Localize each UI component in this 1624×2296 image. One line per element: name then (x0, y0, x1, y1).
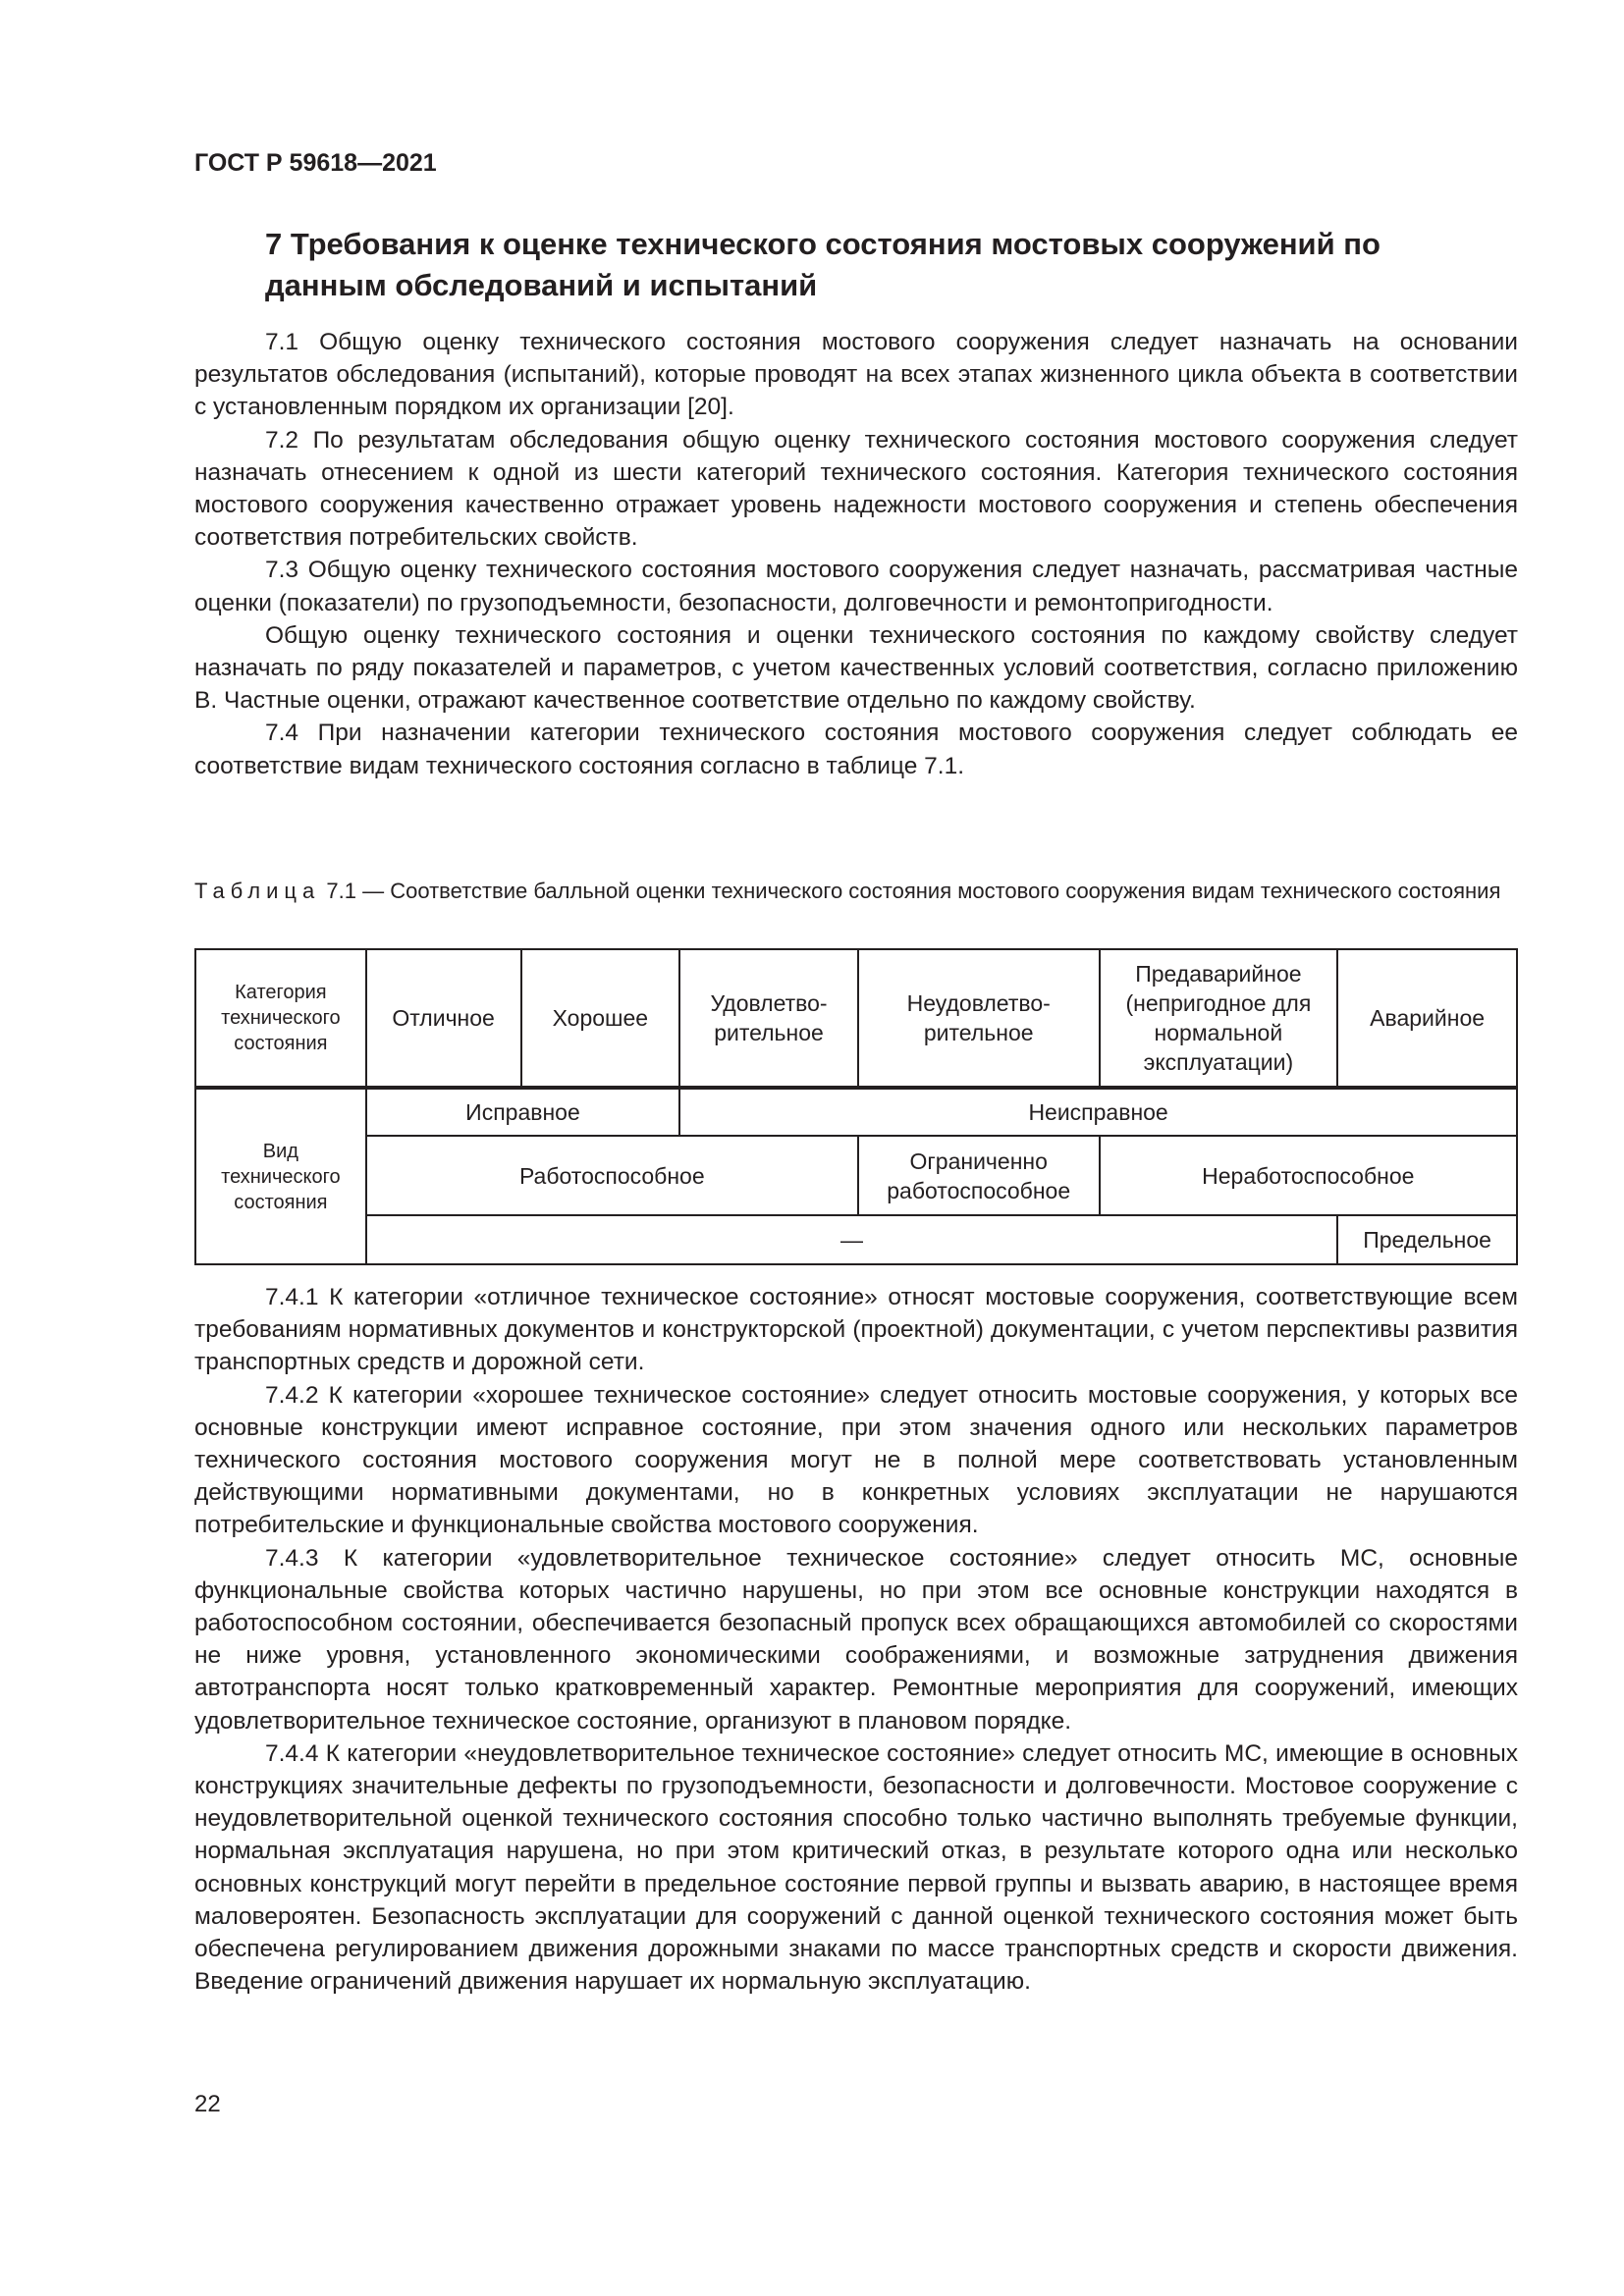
paragraph: 7.4.1 К категории «отличное техническое состояние» относят мостовые сооружения, соответствующие всем требованиям нормативных документов и конструкторской (проектной) документации, с учетом перспективы развития транспортных средств и дорожной сети. (194, 1284, 1518, 1376)
category-cell: Хорошее (521, 949, 680, 1088)
paragraph: 7.4 При назначении категории технического состояния мостового сооружения следует соблюдать ее соответствие видам технического состояния согласно в таблице 7.1. (194, 720, 1518, 779)
body-text-before-table (194, 326, 1518, 782)
body-text-after-table (194, 1281, 1518, 1998)
row-header-type: Вид технического состояния (195, 1088, 366, 1264)
row-header-category: Категория технического состояния (195, 949, 366, 1088)
category-cell: Неудовлетво-рительное (858, 949, 1100, 1088)
paragraph: Общую оценку технического состояния и оценки технического состояния по каждому свойству следует назначать по ряду показателей и параметров, с учетом качественных условий соответствия, согласно приложению В. Частные оценки, отражают качественное соответствие отдельно по каждому свойству. (194, 621, 1518, 715)
limited-operable-cell: Ограниченно работоспособное (858, 1136, 1100, 1215)
section-title: 7 Требования к оценке технического состояния мостовых сооружений по данным обследований и испытаний (265, 227, 1380, 302)
category-cell: Удовлетво-рительное (679, 949, 858, 1088)
paragraph: 7.4.3 К категории «удовлетворительное техническое состояние» следует относить МС, основные функциональные свойства которых частично нарушены, но при этом все основные конструкции находятся в работоспособном состоянии, обеспечивается безопасный пропуск всех обращающихся автомобилей со скоростями не ниже уровня, установленного экономическими соображениями, и возможные затруднения движения автотранспорта носят только кратковременный характер. Ремонтные мероприятия для сооружений, имеющих удовлетворительное техническое состояние, организуют в плановом порядке. (194, 1544, 1518, 1735)
page-number: 22 (194, 2091, 221, 2117)
paragraph: 7.1 Общую оценку технического состояния мостового сооружения следует назначать на основании результатов обследования (испытаний), которые проводят на всех этапах жизненного цикла объекта в соответствии с установленным порядком их организации [20]. (194, 329, 1518, 421)
paragraph: 7.2 По результатам обследования общую оценку технического состояния мостового сооружения следует назначать отнесением к одной из шести категорий технического состояния. Категория технического состояния мостового сооружения качественно отражает уровень надежности мостового сооружения и степень обеспечения соответствия потребительских свойств. (194, 426, 1518, 552)
category-cell: Аварийное (1337, 949, 1517, 1088)
category-table (194, 948, 1518, 1265)
inoperable-cell: Неработоспособное (1100, 1136, 1517, 1215)
serviceable-cell: Исправное (366, 1088, 679, 1136)
paragraph: 7.4.4 К категории «неудовлетворительное техническое состояние» следует относить МС, имеющие в основных конструкциях значительные дефекты по грузоподъемности, безопасности и долговечности. Мостовое сооружение с неудовлетворительной оценкой технического состояния способно только частично выполнять требуемые функции, нормальная эксплуатация нарушена, но при этом критический отказ, в результате которого одна или несколько основных конструкций могут перейти в предельное состояние первой группы и вызвать аварию, в настоящее время маловероятен. Безопасность эксплуатации для сооружений с данной оценкой технического состояния может быть обеспечена регулированием движения дорожными знаками по массе транспортных средств и скорости движения. Введение ограничений движения нарушает их нормальную эксплуатацию. (194, 1739, 1518, 1996)
table-caption-text: 7.1 — Соответствие балльной оценки технического состояния мостового сооружения видам технического состояния (326, 879, 1501, 903)
document-header: ГОСТ Р 59618—2021 (194, 149, 437, 177)
paragraph: 7.3 Общую оценку технического состояния мостового сооружения следует назначать, рассматривая частные оценки (показатели) по грузоподъемности, безопасности, долговечности и ремонтопригодности. (194, 557, 1518, 616)
paragraph: 7.4.2 К категории «хорошее техническое состояние» следует относить мостовые сооружения, у которых все основные конструкции имеют исправное состояние, при этом значения одного или нескольких параметров технического состояния мостового сооружения могут не в полной мере соответствовать установленным действующими нормативными документами, но в конкретных условиях эксплуатации не нарушаются потребительские и функциональные свойства мостового сооружения. (194, 1381, 1518, 1539)
category-cell: Предаварийное (непригодное для нормальной эксплуатации) (1100, 949, 1338, 1088)
dash-cell: — (366, 1215, 1337, 1264)
category-cell: Отличное (366, 949, 521, 1088)
unserviceable-cell: Неисправное (679, 1088, 1517, 1136)
operable-cell: Работоспособное (366, 1136, 858, 1215)
limit-state-cell: Предельное (1337, 1215, 1517, 1264)
table-caption (194, 877, 1518, 906)
table-caption-label: Таблица (194, 879, 321, 903)
